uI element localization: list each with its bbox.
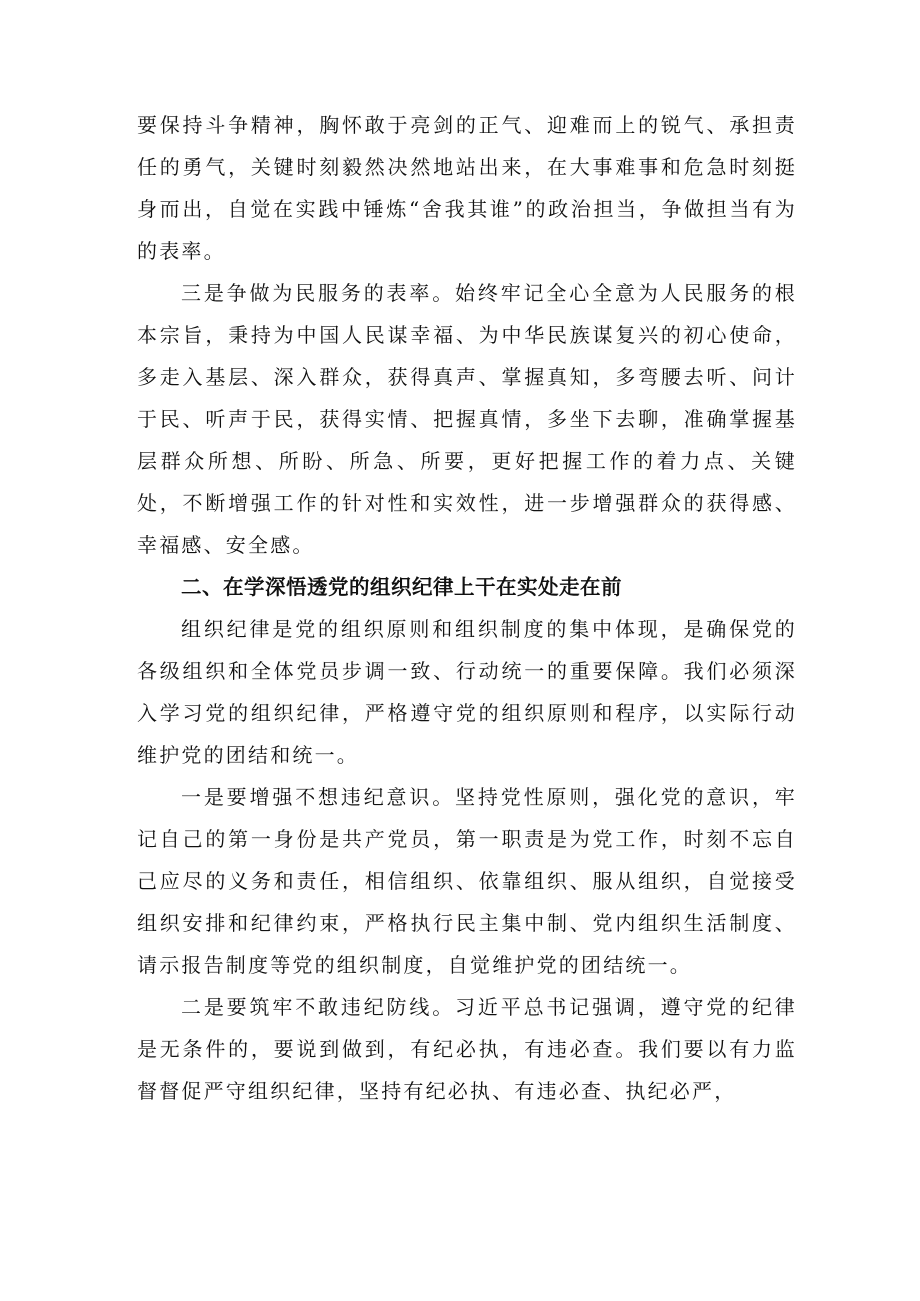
paragraph-continued: 要保持斗争精神，胸怀敢于亮剑的正气、迎难而上的锐气、承担责任的勇气，关键时刻毅然决然地站出来，在大事难事和危急时刻挺身而出，自觉在实践中锤炼“舍我其谁”的政治担当，争做担当有为的表率。 <box>137 113 797 263</box>
section-heading: 二、在学深悟透党的组织纪律上干在实处走在前 <box>181 575 622 599</box>
document-body <box>137 104 797 1112</box>
paragraph-defense-line: 二是要筑牢不敢违纪防线。习近平总书记强调，遵守党的纪律是无条件的，要说到做到，有纪必执，有违必查。我们要以有力监督督促严守组织纪律，坚持有纪必执、有违必查、执纪必严， <box>137 995 797 1103</box>
paragraph-discipline-intro: 组织纪律是党的组织原则和组织制度的集中体现，是确保党的各级组织和全体党员步调一致、行动统一的重要保障。我们必须深入学习党的组织纪律，严格遵守党的组织原则和程序，以实际行动维护党的团结和统一。 <box>137 617 797 767</box>
paragraph-service-model: 三是争做为民服务的表率。始终牢记全心全意为人民服务的根本宗旨，秉持为中国人民谋幸福、为中华民族谋复兴的初心使命，多走入基层、深入群众，获得真声、掌握真知，多弯腰去听、问计于民、听声于民，获得实情、把握真情，多坐下去聊，准确掌握基层群众所想、所盼、所急、所要，更好把握工作的着力点、关键处，不断增强工作的针对性和实效性，进一步增强群众的获得感、幸福感、安全感。 <box>137 281 797 557</box>
paragraph-awareness: 一是要增强不想违纪意识。坚持党性原则，强化党的意识，牢记自己的第一身份是共产党员，第一职责是为党工作，时刻不忘自己应尽的义务和责任，相信组织、依靠组织、服从组织，自觉接受组织安排和纪律约束，严格执行民主集中制、党内组织生活制度、请示报告制度等党的组织制度，自觉维护党的团结统一。 <box>137 785 797 977</box>
